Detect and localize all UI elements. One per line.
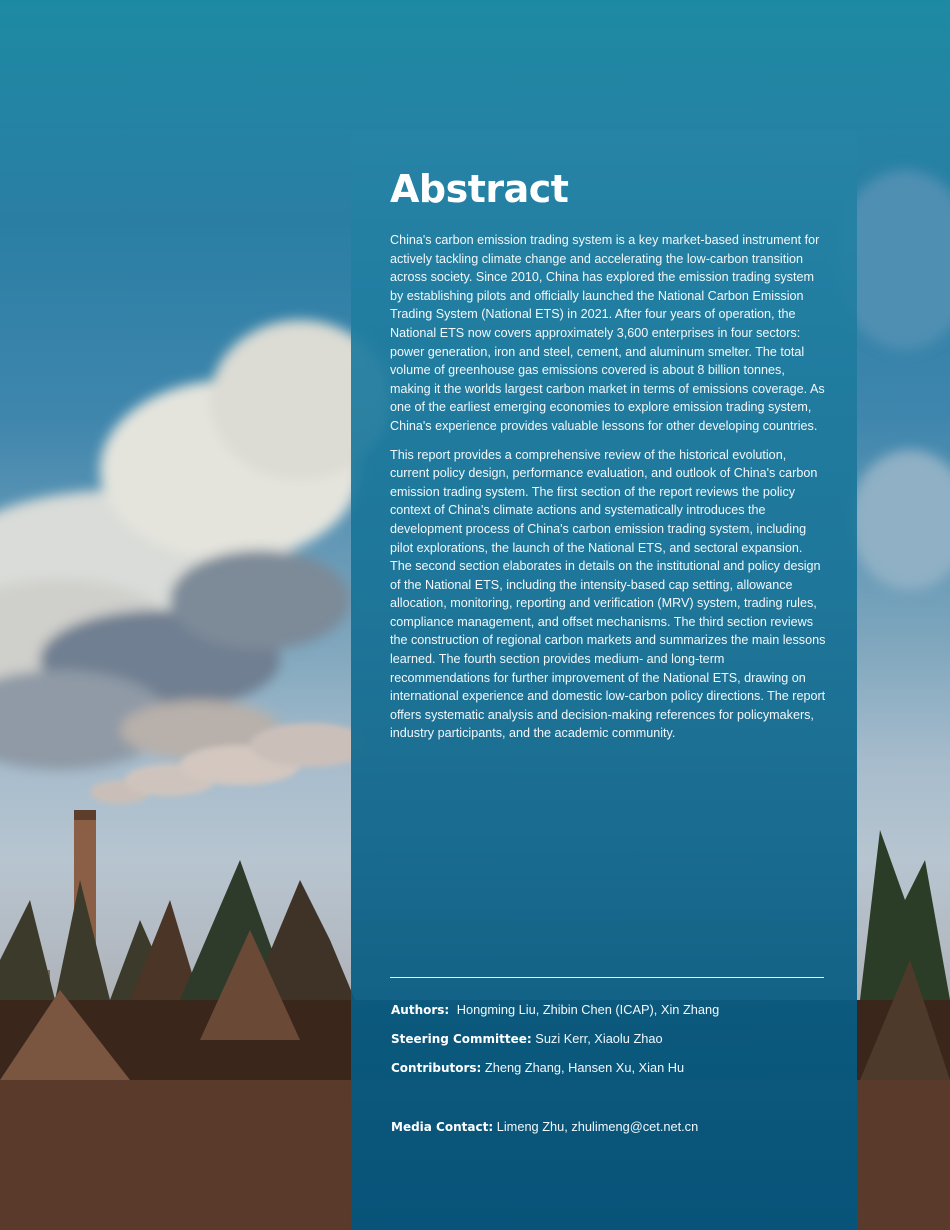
media-contact-line (391, 1118, 831, 1147)
contributors-value: Zheng Zhang, Hansen Xu, Xian Hu (484, 1060, 685, 1075)
authors-label: Authors: (391, 1003, 450, 1017)
media-contact-label: Media Contact: (391, 1120, 494, 1134)
page-title: Abstract (390, 167, 569, 211)
credits-block (391, 1001, 831, 1147)
contributors-label: Contributors: (391, 1061, 482, 1075)
abstract-body (390, 231, 826, 753)
abstract-panel (351, 131, 857, 1230)
contributors-line (391, 1059, 831, 1088)
steering-value: Suzi Kerr, Xiaolu Zhao (535, 1031, 663, 1046)
steering-label: Steering Committee: (391, 1032, 532, 1046)
cloud-bank (0, 320, 390, 770)
divider (390, 977, 824, 978)
abstract-paragraph: China's carbon emission trading system is a key market-based instrument for actively tackling climate change and accelerating the low-carbon transition across society. Since 2010, China has explored the emission trading system by establishing pilots and officially launched the National Carbon Emission Trading System (National ETS) in 2021. After four years of operation, the National ETS now covers approximately 3,600 enterprises in four sectors: power generation, iron and steel, cement, and aluminum smelter. The total volume of greenhouse gas emissions covered is about 8 billion tonnes, making it the worlds largest carbon market in terms of emissions coverage. As one of the earliest emerging economies to explore emission trading system, China's experience provides valuable lessons for other developing countries. (390, 233, 825, 433)
authors-line (391, 1001, 831, 1030)
authors-value: Hongming Liu, Zhibin Chen (ICAP), Xin Zhang (456, 1002, 720, 1017)
abstract-paragraph: This report provides a comprehensive review of the historical evolution, current policy design, performance evaluation, and outlook of China's carbon emission trading system. The first section of the report reviews the policy context of China's climate actions and systematically introduces the development process of China's carbon emission trading system, including pilot explorations, the launch of the National ETS, and sectoral expansion. The second section elaborates in details on the institutional and policy design of the National ETS, including the intensity-based cap setting, allowance allocation, monitoring, reporting and verification (MRV) system, trading rules, compliance management, and offset mechanisms. The third section reviews the construction of regional carbon markets and summarizes the main lessons learned. The fourth section provides medium- and long-term recommendations for further improvement of the National ETS, drawing on international experience and domestic low-carbon policy directions. The report offers systematic analysis and decision-making references for policymakers, industry participants, and the academic community. (390, 447, 826, 741)
media-contact-value: Limeng Zhu, zhulimeng@cet.net.cn (496, 1119, 699, 1134)
steering-line (391, 1030, 831, 1059)
